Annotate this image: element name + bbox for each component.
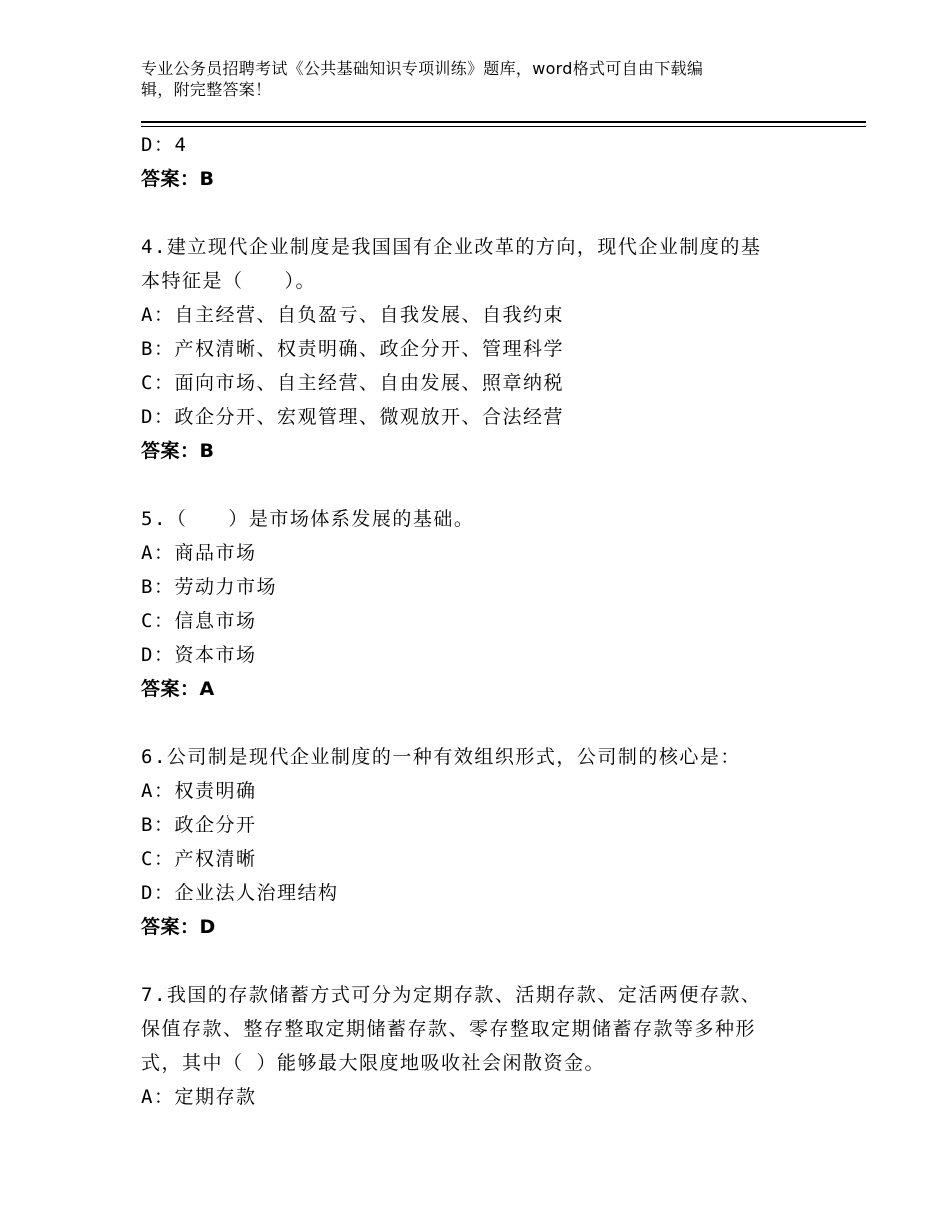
option-d: D：资本市场 [141, 644, 257, 666]
page-header [141, 58, 801, 100]
header-rule-thin [141, 126, 866, 127]
question-text: 式，其中（ ）能够最大限度地吸收社会闲散资金。 [141, 1052, 605, 1074]
option-a: A：商品市场 [141, 542, 257, 564]
question-text: 4.建立现代企业制度是我国国有企业改革的方向，现代企业制度的基 [141, 236, 762, 258]
header-title-line-1: 专业公务员招聘考试《公共基础知识专项训练》题库，word格式可自由下载编 [141, 59, 704, 78]
answer-line: 答案：D [141, 916, 216, 938]
option-d: D：政企分开、宏观管理、微观放开、合法经营 [141, 406, 564, 428]
question-text: 保值存款、整存整取定期储蓄存款、零存整取定期储蓄存款等多种形 [141, 1018, 757, 1040]
option-a: A：定期存款 [141, 1086, 257, 1108]
answer-line: 答案：B [141, 440, 215, 462]
question-list [141, 128, 821, 1114]
option-c: C：面向市场、自主经营、自由发展、照章纳税 [141, 372, 564, 394]
question-7 [141, 978, 821, 1114]
answer-line: 答案：A [141, 678, 215, 700]
question-6 [141, 740, 821, 944]
question-text: 7.我国的存款储蓄方式可分为定期存款、活期存款、定活两便存款、 [141, 984, 762, 1006]
question-4 [141, 230, 821, 468]
header-title-line-2: 辑，附完整答案！ [141, 80, 272, 99]
question-5 [141, 502, 821, 706]
question-text: 5.（ ）是市场体系发展的基础。 [141, 508, 475, 530]
option-c: C：产权清晰 [141, 848, 257, 870]
question-text: 本特征是（ ）。 [141, 270, 317, 292]
option-b: B：产权清晰、权责明确、政企分开、管理科学 [141, 338, 564, 360]
option-b: B：政企分开 [141, 814, 257, 836]
answer-line: 答案：B [141, 168, 215, 190]
option-d: D：4 [141, 134, 188, 156]
option-a: A：权责明确 [141, 780, 257, 802]
option-a: A：自主经营、自负盈亏、自我发展、自我约束 [141, 304, 564, 326]
option-b: B：劳动力市场 [141, 576, 277, 598]
question-text: 6.公司制是现代企业制度的一种有效组织形式，公司制的核心是： [141, 746, 741, 768]
header-rule-thick [141, 121, 866, 123]
option-c: C：信息市场 [141, 610, 257, 632]
option-d: D：企业法人治理结构 [141, 882, 339, 904]
